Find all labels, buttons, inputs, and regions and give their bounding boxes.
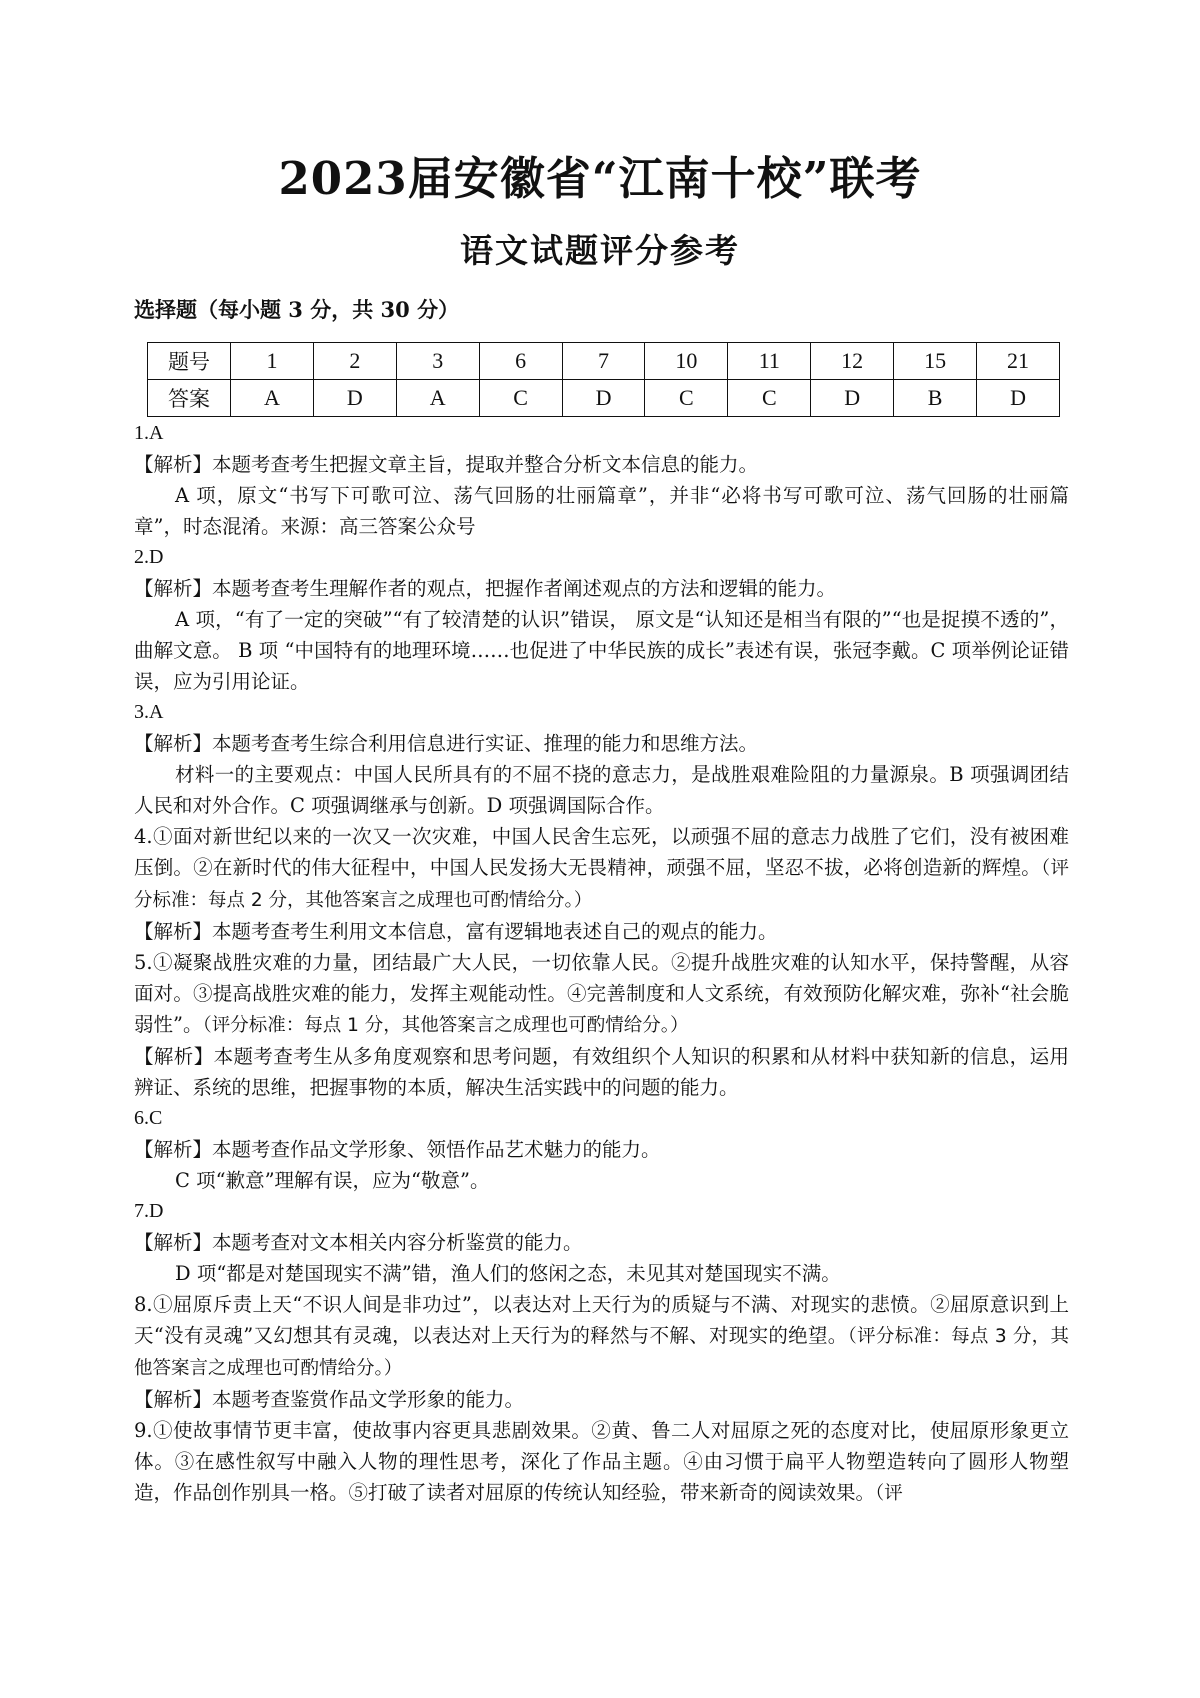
page-title: 2023届安徽省“江南十校”联考 [278, 152, 922, 205]
answer-cell: C [645, 380, 728, 417]
q7-answer: 7.D [134, 1200, 164, 1222]
q3-detail: 材料一的主要观点：中国人民所具有的不屈不挠的意志力，是战胜艰难险阻的力量源泉。B 项强调团结人民和对外合作。C 项强调继承与创新。D 项强调国际合作。 [134, 763, 1069, 817]
q3-answer: 3.A [134, 701, 164, 723]
answer-cell: D [313, 380, 396, 417]
q7-detail: D 项“都是对楚国现实不满”错，渔人们的悠闲之态，未见其对楚国现实不满。 [175, 1262, 841, 1285]
row-label-answer: 答案 [148, 380, 231, 417]
row-label-question: 题号 [148, 343, 231, 380]
q6-detail: C 项“歉意”理解有误，应为“敬意”。 [175, 1169, 490, 1192]
answer-cell: A [396, 380, 479, 417]
q2-detail: A 项，“有了一定的突破”“有了较清楚的认识”错误， 原文是“认知还是相当有限的”“也是捉摸不透的”， 曲解文意。 B 项 “中国特有的地理环境……也促进了中华民族的成长”表述有误，张冠李戴。C 项举例论证错误，应为引用论证。 [134, 608, 1069, 693]
answer-explanations [134, 418, 1069, 1509]
answer-table [147, 342, 1060, 417]
q8-analysis: 【解析】本题考查鉴赏作品文学形象的能力。 [134, 1388, 525, 1411]
q8-answer-text: 8.①屈原斥责上天“不识人间是非功过”，以表达对上天行为的质疑与不满、对现实的悲愤。②屈原意识到上天“没有灵魂”又幻想其有灵魂，以表达对上天行为的释然与不解、对现实的绝望。 [134, 1293, 1069, 1347]
q6-analysis: 【解析】本题考查作品文学形象、领悟作品艺术魅力的能力。 [134, 1138, 661, 1161]
answer-cell: D [811, 380, 894, 417]
question-number: 11 [728, 343, 811, 380]
table-row-questions [148, 343, 1060, 380]
q1-detail: A 项，原文“书写下可歌可泣、荡气回肠的壮丽篇章”，并非“必将书写可歌可泣、荡气回肠的壮丽篇章”，时态混淆。来源：高三答案公众号 [134, 484, 1069, 538]
q4-scoring-note: （评分标准：每点 2 分，其他答案言之成理也可酌情给分。） [134, 858, 1069, 911]
question-number: 12 [811, 343, 894, 380]
answer-cell: B [894, 380, 977, 417]
q1-answer: 1.A [134, 422, 164, 444]
q9-answer-text: 9.①使故事情节更丰富，使故事内容更具悲剧效果。②黄、鲁二人对屈原之死的态度对比，使屈原形象更立体。③在感性叙写中融入人物的理性思考，深化了作品主题。④由习惯于扁平人物塑造转向了圆形人物塑造，作品创作别具一格。⑤打破了读者对屈原的传统认知经验，带来新奇的阅读效果。 [134, 1419, 1069, 1504]
question-number: 15 [894, 343, 977, 380]
q3-analysis: 【解析】本题考查考生综合利用信息进行实证、推理的能力和思维方法。 [134, 732, 759, 755]
q8-answer [134, 1289, 1069, 1384]
q6-answer: 6.C [134, 1107, 163, 1129]
q4-analysis: 【解析】本题考查考生利用文本信息，富有逻辑地表述自己的观点的能力。 [134, 920, 778, 943]
q1-analysis: 【解析】本题考查考生把握文章主旨，提取并整合分析文本信息的能力。 [134, 453, 759, 476]
answer-cell: C [479, 380, 562, 417]
q9-scoring-note: （评 [875, 1483, 903, 1504]
multiple-choice-heading: 选择题（每小题 3 分，共 30 分） [134, 297, 460, 322]
answer-cell: D [977, 380, 1060, 417]
question-number: 6 [479, 343, 562, 380]
question-number: 10 [645, 343, 728, 380]
answer-cell: C [728, 380, 811, 417]
answer-cell: D [562, 380, 645, 417]
q5-answer [134, 947, 1069, 1041]
q5-analysis: 【解析】本题考查考生从多角度观察和思考问题，有效组织个人知识的积累和从材料中获知新的信息，运用辨证、系统的思维，把握事物的本质，解决生活实践中的问题的能力。 [134, 1045, 1069, 1099]
q4-answer-text: 4.①面对新世纪以来的一次又一次灾难，中国人民舍生忘死，以顽强不屈的意志力战胜了它们，没有被困难压倒。②在新时代的伟大征程中，中国人民发扬大无畏精神，顽强不屈，坚忍不拔，必将创造新的辉煌。 [134, 825, 1069, 879]
question-number: 7 [562, 343, 645, 380]
q2-answer: 2.D [134, 546, 164, 568]
question-number: 21 [977, 343, 1060, 380]
page-subtitle: 语文试题评分参考 [460, 231, 740, 270]
question-number: 2 [313, 343, 396, 380]
q9-answer [134, 1415, 1069, 1509]
q5-scoring-note: （评分标准：每点 1 分，其他答案言之成理也可酌情给分。） [202, 1015, 689, 1036]
table-row-answers [148, 380, 1060, 417]
question-number: 1 [231, 343, 314, 380]
answer-cell: A [231, 380, 314, 417]
q4-answer [134, 821, 1069, 916]
q5-answer-text: 5.①凝聚战胜灾难的力量，团结最广大人民，一切依靠人民。②提升战胜灾难的认知水平，保持警醒，从容面对。③提高战胜灾难的能力，发挥主观能动性。④完善制度和人文系统，有效预防化解灾难，弥补“社会脆弱性”。 [134, 951, 1069, 1036]
q2-analysis: 【解析】本题考查考生理解作者的观点，把握作者阐述观点的方法和逻辑的能力。 [134, 577, 837, 600]
q7-analysis: 【解析】本题考查对文本相关内容分析鉴赏的能力。 [134, 1231, 583, 1254]
question-number: 3 [396, 343, 479, 380]
q8-scoring-note: （评分标准：每点 3 分，其他答案言之成理也可酌情给分。） [134, 1326, 1069, 1379]
